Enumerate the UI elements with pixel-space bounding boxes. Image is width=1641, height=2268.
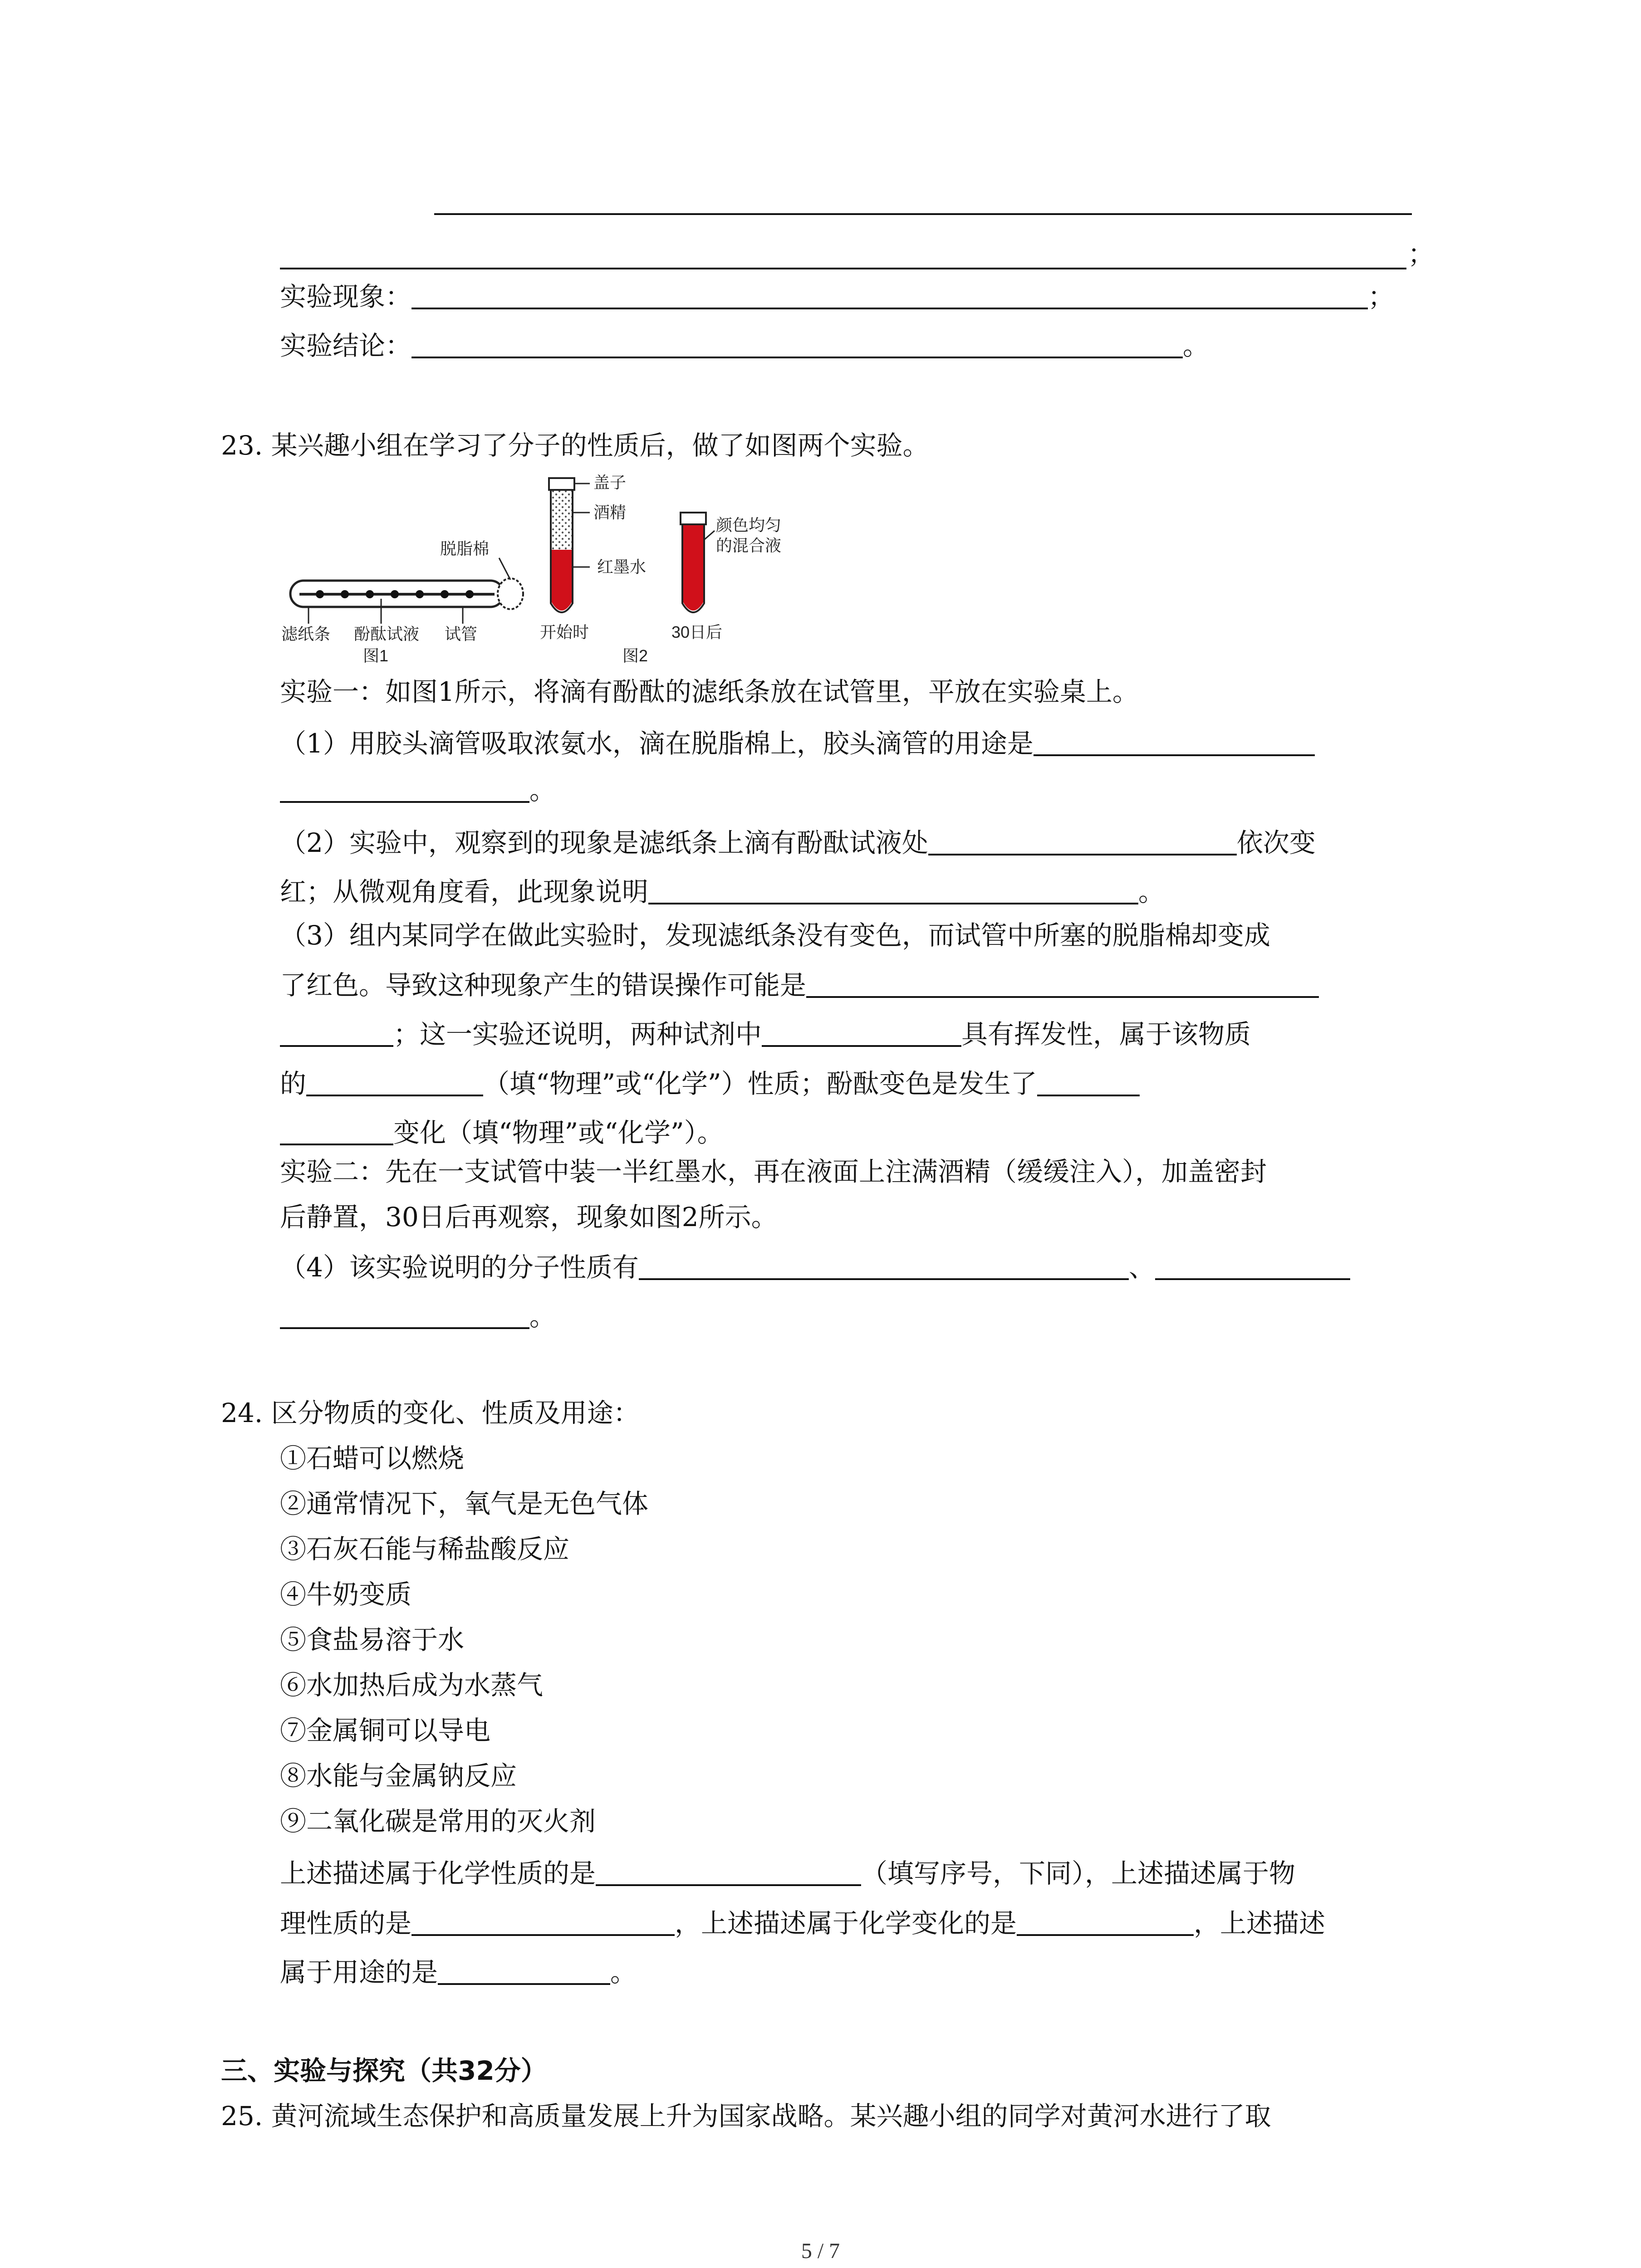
phenomenon-line: 实验现象： ； [280, 278, 1394, 315]
blank-change-type-cont[interactable] [280, 1114, 393, 1145]
phenomenon-label: 实验现象： [280, 281, 412, 312]
exp2-b: 后静置，30日后再观察，现象如图2所示。 [280, 1202, 778, 1232]
semicolon: ； [1408, 239, 1435, 269]
label-30-days: 30日后 [671, 623, 723, 641]
q23-part2-cont: 红；从微观角度看，此现象说明 。 [280, 873, 1165, 910]
blank-physical-property[interactable] [411, 1904, 675, 1936]
phenomenon-blank[interactable] [411, 278, 1368, 309]
figure-1 [281, 526, 535, 676]
label-start: 开始时 [540, 623, 589, 641]
q24-item: ⑦金属铜可以导电 [280, 1715, 491, 1746]
q23-part1-cont: 。 [280, 771, 556, 808]
blank-color-order[interactable] [928, 824, 1237, 855]
blank-wrong-operation-cont[interactable] [280, 1015, 393, 1047]
section-3-heading: 三、实验与探究（共32分） [221, 2055, 547, 2086]
q23-part4-cont: 。 [280, 1297, 556, 1334]
q24-item: ⑧水能与金属钠反应 [280, 1760, 517, 1791]
label-cotton: 脱脂棉 [440, 539, 490, 558]
blank-use[interactable] [438, 1953, 610, 1985]
label-mixed-1: 颜色均匀 [716, 516, 782, 534]
q23-part3-e: 变化（填“物理”或“化学”）。 [280, 1114, 724, 1151]
blank-change-type[interactable] [1037, 1065, 1140, 1096]
q23-part1: （1）用胶头滴管吸取浓氨水，滴在脱脂棉上，胶头滴管的用途是 [280, 724, 1315, 762]
q23-part3-d: 的 （填“物理”或“化学”）性质；酚酞变色是发生了 [280, 1065, 1140, 1102]
label-phenolphthalein: 酚酞试液 [354, 625, 420, 643]
blank-molecule-property-1[interactable] [639, 1248, 1129, 1280]
q24-item: ③石灰石能与稀盐酸反应 [280, 1534, 570, 1564]
q23-part4: （4）该实验说明的分子性质有 、 [280, 1248, 1350, 1286]
q24-answer-b: 理性质的是 ，上述描述属于化学变化的是 ，上述描述 [280, 1904, 1325, 1941]
q23-part2: （2）实验中，观察到的现象是滤纸条上滴有酚酞试液处 依次变 [280, 824, 1316, 861]
label-red-ink: 红墨水 [597, 557, 647, 576]
answer-line [280, 268, 1406, 269]
test-tube-horizontal [290, 578, 523, 609]
q25-stem: 25. 黄河流域生态保护和高质量发展上升为国家战略。某兴趣小组的同学对黄河水进行了取 [221, 2101, 1271, 2131]
blank-molecule-property-2[interactable] [1155, 1248, 1350, 1280]
q24-stem: 24. 区分物质的变化、性质及用途： [221, 1398, 640, 1428]
q24-item: ④牛奶变质 [280, 1579, 412, 1610]
conclusion-label: 实验结论： [280, 330, 412, 361]
exp1-intro: 实验一：如图1所示，将滴有酚酞的滤纸条放在试管里，平放在实验桌上。 [280, 676, 1139, 707]
label-test-tube: 试管 [445, 625, 478, 643]
q23-stem: 23. 某兴趣小组在学习了分子的性质后，做了如图两个实验。 [221, 430, 929, 461]
q24-item: ⑥水加热后成为水蒸气 [280, 1670, 544, 1701]
blank-molecule-property-2-cont[interactable] [280, 1297, 529, 1329]
blank-dropper-use-cont[interactable] [280, 771, 529, 803]
page-number: 5 / 7 [801, 2239, 840, 2263]
label-mixed-2: 的混合液 [716, 536, 782, 555]
figure-2 [535, 467, 789, 676]
tube-after [681, 513, 706, 612]
exp2-a: 实验二：先在一支试管中装一半红墨水，再在液面上注满酒精（缓缓注入），加盖密封 [280, 1156, 1267, 1187]
conclusion-blank[interactable] [411, 327, 1183, 358]
figure-1-caption: 图1 [363, 646, 389, 665]
blank-property-type[interactable] [306, 1065, 483, 1096]
conclusion-line: 实验结论： 。 [280, 327, 1209, 364]
q24-item: ①石蜡可以燃烧 [280, 1443, 465, 1474]
tube-start [549, 478, 574, 612]
blank-volatile-reagent[interactable] [762, 1015, 961, 1047]
blank-wrong-operation[interactable] [806, 966, 1319, 998]
q23-part3-c: ；这一实验还说明，两种试剂中 具有挥发性，属于该物质 [280, 1015, 1251, 1052]
blank-micro-explanation[interactable] [648, 873, 1138, 904]
q23-part3-a: （3）组内某同学在做此实验时，发现滤纸条没有变色，而试管中所塞的脱脂棉却变成 [280, 920, 1270, 951]
q24-item: ②通常情况下，氧气是无色气体 [280, 1488, 649, 1519]
q23-part3-b: 了红色。导致这种现象产生的错误操作可能是 [280, 966, 1319, 1003]
answer-line [434, 213, 1412, 215]
label-filter-paper: 滤纸条 [281, 625, 331, 643]
q24-answer-c: 属于用途的是 。 [280, 1953, 637, 1990]
q24-answer-a: 上述描述属于化学性质的是 （填写序号，下同），上述描述属于物 [280, 1854, 1295, 1892]
blank-chemical-change[interactable] [1017, 1904, 1194, 1936]
label-cap: 盖子 [593, 473, 627, 492]
q24-item: ⑤食盐易溶于水 [280, 1624, 465, 1655]
blank-chemical-property[interactable] [596, 1854, 861, 1886]
blank-dropper-use[interactable] [1034, 724, 1315, 756]
label-alcohol: 酒精 [593, 503, 627, 522]
q24-item: ⑨二氧化碳是常用的灭火剂 [280, 1806, 596, 1837]
figure-2-caption: 图2 [622, 646, 648, 665]
